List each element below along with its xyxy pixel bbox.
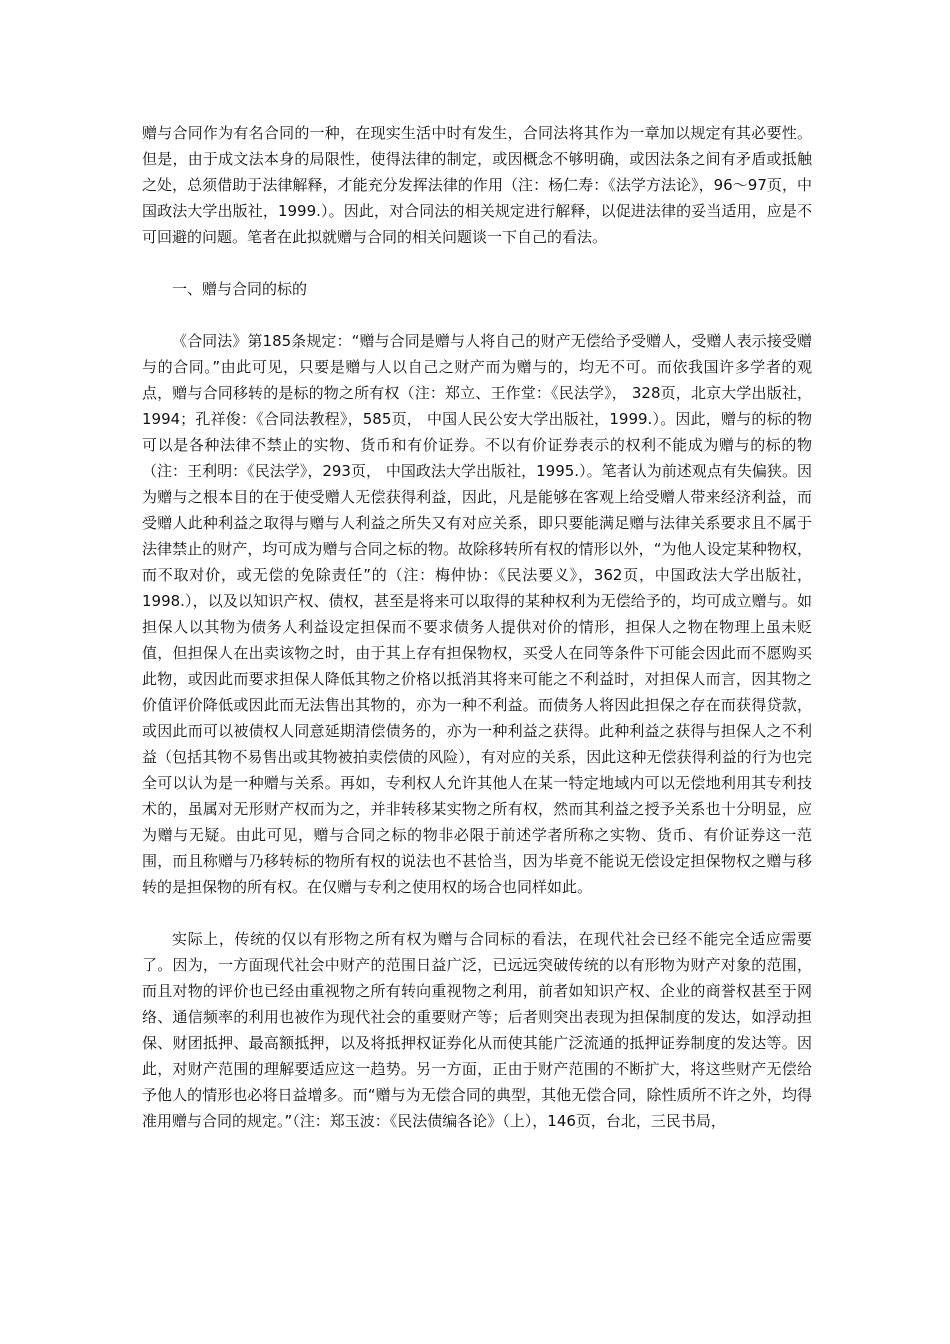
- intro-paragraph: 赠与合同作为有名合同的一种，在现实生活中时有发生，合同法将其作为一章加以规定有其必要性。但是，由于成文法本身的局限性，使得法律的制定，或因概念不够明确，或因法条之间有矛盾或抵触之处，总须借助于法律解释，才能充分发挥法律的作用（注：杨仁寿：《法学方法论》，96～97页，中国政法大学出版社，1999.）。因此，对合同法的相关规定进行解释，以促进法律的妥当适用，应是不可回避的问题。笔者在此拟就赠与合同的相关问题谈一下自己的看法。: [142, 124, 812, 246]
- section-heading: 一、赠与合同的标的: [172, 280, 308, 298]
- body-paragraph-1: 《合同法》第185条规定：“赠与合同是赠与人将自己的财产无偿给予受赠人，受赠人表示接受赠与的合同。”由此可见，只要是赠与人以自己之财产而为赠与的，均无不可。而依我国许多学者的观点，赠与合同移转的是标的物之所有权（注：郑立、王作堂：《民法学》， 328页，北京大学出版社，1994；孔祥俊：《合同法教程》，585页， 中国人民公安大学出版社，1999.）。因此，赠与的标的物可以是各种法律不禁止的实物、货币和有价证券。不以有价证券表示的权利不能成为赠与的标的物（注：王利明：《民法学》，293页， 中国政法大学出版社，1995.）。笔者认为前述观点有失偏狭。因为赠与之根本目的在于使受赠人无偿获得利益，因此，凡是能够在客观上给受赠人带来经济利益，而受赠人此种利益之取得与赠与人利益之所失又有对应关系，即只要能满足赠与法律关系要求且不属于法律禁止的财产，均可成为赠与合同之标的物。故除移转所有权的情形以外，“为他人设定某种物权，而不取对价，或无偿的免除责任”的（注：梅仲协：《民法要义》，362页，中国政法大学出版社，1998.），以及以知识产权、债权，甚至是将来可以取得的某种权利为无偿给予的，均可成立赠与。如担保人以其物为债务人利益设定担保而不要求债务人提供对价的情形，担保人之物在物理上虽未贬值，但担保人在出卖该物之时，由于其上存有担保物权，买受人在同等条件下可能会因此而不愿购买此物，或因此而要求担保人降低其物之价格以抵消其将来可能之不利益时，对担保人而言，因其物之价值评价降低或因此而无法售出其物的，亦为一种不利益。而债务人将因此担保之存在而获得贷款，或因此而可以被债权人同意延期清偿债务的，亦为一种利益之获得。此种利益之获得与担保人之不利益（包括其物不易售出或其物被拍卖偿债的风险），有对应的关系，因此这种无偿获得利益的行为也完全可以认为是一种赠与关系。再如，专利权人允许其他人在某一特定地域内可以无偿地利用其专利技术的，虽属对无形财产权而为之，并非转移某实物之所有权，然而其利益之授予关系也十分明显，应为赠与无疑。由此可见，赠与合同之标的物非必限于前述学者所称之实物、货币、有价证券这一范围，而且称赠与乃移转标的物所有权的说法也不甚恰当，因为毕竟不能说无偿设定担保物权之赠与移转的是担保物的所有权。在仅赠与专利之使用权的场合也同样如此。: [142, 332, 812, 896]
- body-paragraph-2: 实际上，传统的仅以有形物之所有权为赠与合同标的看法，在现代社会已经不能完全适应需要了。因为，一方面现代社会中财产的范围日益广泛，已远远突破传统的以有形物为财产对象的范围，而且对物的评价也已经由重视物之所有转向重视物之利用，前者如知识产权、企业的商誉权甚至于网络、通信频率的利用也被作为现代社会的重要财产等；后者则突出表现为担保制度的发达，如浮动担保、财团抵押、最高额抵押，以及将抵押权证券化从而使其能广泛流通的抵押证券制度的发达等。因此，对财产范围的理解要适应这一趋势。另一方面，正由于财产范围的不断扩大，将这些财产无偿给予他人的情形也必将日益增多。而“赠与为无偿合同的典型，其他无偿合同，除性质所不许之外，均得准用赠与合同的规定。”（注：郑玉波：《民法债编各论》（上），146页，台北，三民书局，: [142, 930, 812, 1130]
- document-page: [142, 120, 812, 1160]
